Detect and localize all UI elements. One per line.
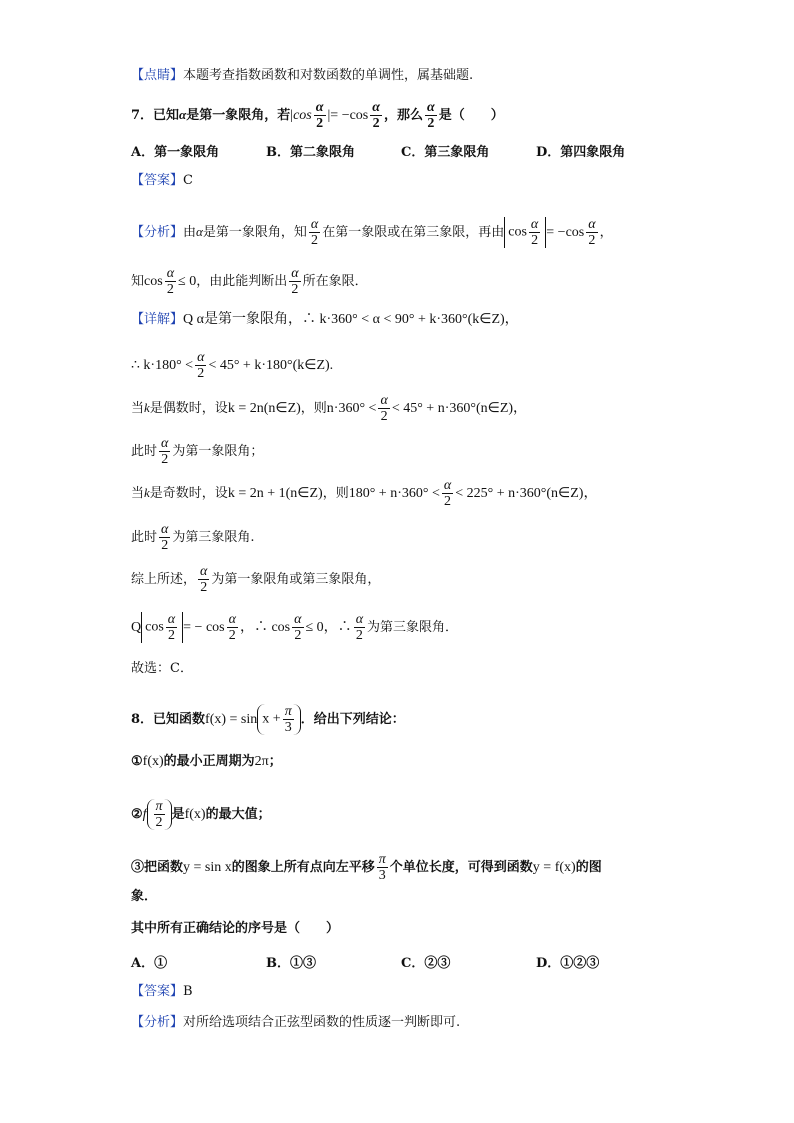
q7-answer xyxy=(131,172,193,190)
fraction: $\frac{\pi}{3}$ xyxy=(378,852,386,883)
q8-answer: 【答案】B xyxy=(131,984,193,999)
fraction: $\frac{\alpha}{2}$ xyxy=(294,612,302,643)
q8-conclusion-3: ③把函数y = sin x的图象上所有点向左平移 $\frac{\pi}{3}$ 个单位长度，可得到函数y = f(x)的图 xyxy=(131,852,602,883)
q7-detail-line7: 综上所述， $\frac{\alpha}{2}$ 为第一象限角或第三象限角， xyxy=(131,564,381,595)
q8-conclusion-1: ①f(x)的最小正周期为2π； xyxy=(131,754,282,769)
fraction: $\frac{\alpha}{2}$ xyxy=(443,478,452,509)
frac-alpha-2: $\frac{\alpha}{2}$ xyxy=(315,100,324,131)
alpha: α xyxy=(179,107,187,122)
fraction: $\frac{\alpha}{2}$ xyxy=(291,266,299,297)
fraction: $\frac{\alpha}{2}$ xyxy=(380,393,388,424)
q7-stem-c: ，那么 xyxy=(384,108,424,123)
note-tag: 【点睛】 xyxy=(131,68,184,83)
fraction: $\frac{\alpha}{2}$ xyxy=(310,217,319,248)
q8-option-c: C．②③ xyxy=(401,956,451,971)
fraction: $\frac{\pi}{2}$ xyxy=(155,799,163,830)
q7-option-c: C．第三象限角 xyxy=(401,145,490,160)
q8-stem: 8．已知函数f(x) = sin x + $\frac{\pi}{3}$ ．给出下列结论： xyxy=(131,704,405,735)
q8-conclusion-3-cont: 象． xyxy=(131,889,158,904)
fraction: $\frac{\alpha}{2}$ xyxy=(355,612,364,643)
q8-option-d: D．①②③ xyxy=(536,956,600,971)
fraction: $\frac{\alpha}{2}$ xyxy=(530,217,539,248)
q7-detail-line3: 当k是偶数时，设k = 2n(n∈Z)，则n·360° < $\frac{\alpha}{2}$ < 45° + n·360°(n∈Z)， xyxy=(131,393,528,424)
q8-analysis: 【分析】对所给选项结合正弦型函数的性质逐一判断即可. xyxy=(131,1015,461,1030)
fraction: $\frac{\alpha}{2}$ xyxy=(161,522,169,553)
q7-detail-line2: ∴ k·180° < $\frac{\alpha}{2}$ < 45° + k·180°(k∈Z). xyxy=(131,350,334,381)
q7-detail-line1: 【详解】Q α是第一象限角，∴ k·360° < α < 90° + k·360°(k∈Z)， xyxy=(131,312,519,327)
q7-detail-line5: 当k是奇数时，设k = 2n + 1(n∈Z)，则180° + n·360° < $\frac{\alpha}{2}$ < 225° + n·360°(n∈Z)， xyxy=(131,478,598,509)
q7-analysis-line1: 【分析】由α是第一象限角，知 $\frac{\alpha}{2}$ 在第一象限或在第三象限，再由 cos $\frac{\alpha}{2}$ = −cos $\frac{\alpha}{2}$ ， xyxy=(131,217,613,248)
q7-option-a: A．第一象限角 xyxy=(131,145,220,160)
q7-options xyxy=(131,141,671,160)
answer-value: C xyxy=(183,173,193,188)
q7-option-b: B．第二象限角 xyxy=(266,145,355,160)
q7-stem-a: 7．已知 xyxy=(131,108,180,123)
q8-options xyxy=(131,952,671,971)
q7-detail-line6: 此时 $\frac{\alpha}{2}$ 为第三象限角. xyxy=(131,522,255,553)
q7-stem-b: 是第一象限角，若 xyxy=(186,108,291,123)
note-text: 本题考查指数函数和对数函数的单调性，属基础题. xyxy=(183,68,474,83)
cos: cos xyxy=(293,108,312,123)
q8-ask: 其中所有正确结论的序号是（ ） xyxy=(131,921,340,936)
frac-alpha-2: $\frac{\alpha}{2}$ xyxy=(372,100,381,131)
q7-stem-d: 是（ ） xyxy=(438,108,504,123)
q8-option-b: B．①③ xyxy=(266,956,316,971)
fraction: $\frac{\alpha}{2}$ xyxy=(228,612,236,643)
fraction: $\frac{\alpha}{2}$ xyxy=(166,266,175,297)
q7-analysis-line2: 知cos $\frac{\alpha}{2}$ ≤ 0，由此能判断出 $\frac{\alpha}{2}$ 所在象限． xyxy=(131,266,368,297)
fraction: $\frac{\pi}{3}$ xyxy=(284,704,292,735)
q7-stem: 7．已知α是第一象限角，若|cos $\frac{\alpha}{2}$ |= −cos $\frac{\alpha}{2}$ ，那么 $\frac{\alpha}{2}$ 是（ ） xyxy=(131,100,504,131)
analysis-tag: 【分析】 xyxy=(131,225,184,240)
q8-conclusion-2: ②f $\frac{\pi}{2}$ 是f(x)的最大值； xyxy=(131,799,271,830)
fraction: $\frac{\alpha}{2}$ xyxy=(197,350,205,381)
frac-alpha-2: $\frac{\alpha}{2}$ xyxy=(427,100,435,131)
fraction: $\frac{\alpha}{2}$ xyxy=(161,436,169,467)
fraction: $\frac{\alpha}{2}$ xyxy=(588,217,596,248)
q7-choose: 故选：C． xyxy=(131,661,193,676)
q7-option-d: D．第四象限角 xyxy=(536,145,626,160)
q8-option-a: A．① xyxy=(131,956,168,971)
q7-detail-line4: 此时 $\frac{\alpha}{2}$ 为第一象限角； xyxy=(131,436,264,467)
prev-note xyxy=(131,67,473,85)
fraction: $\frac{\alpha}{2}$ xyxy=(167,612,176,643)
answer-tag: 【答案】 xyxy=(131,173,184,188)
detail-tag: 【详解】 xyxy=(131,312,184,327)
q7-detail-line8: Q cos $\frac{\alpha}{2}$ = − cos $\frac{\alpha}{2}$ ，∴ cos $\frac{\alpha}{2}$ ≤ 0，∴ $\frac{\alpha}{2}$ 为第三象限角． xyxy=(131,612,459,643)
neg-cos: |= −cos xyxy=(327,108,369,123)
fraction: $\frac{\alpha}{2}$ xyxy=(200,564,208,595)
